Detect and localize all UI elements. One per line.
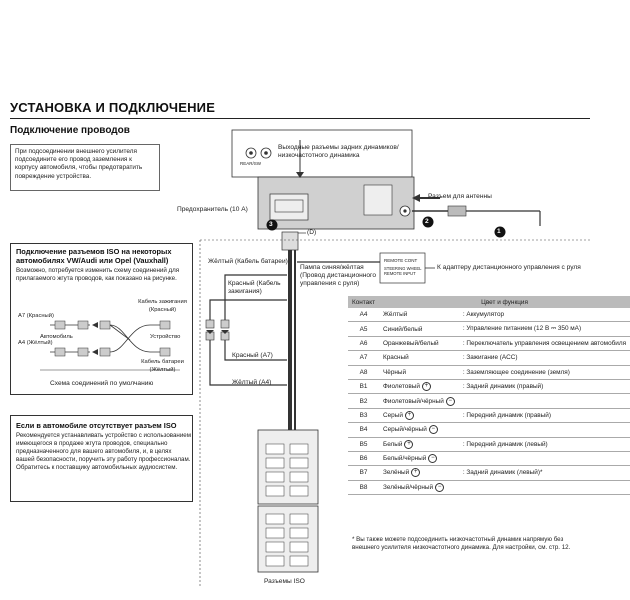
default-scheme-label: Схема соединений по умолчанию — [50, 380, 154, 387]
no-iso-section-title: Если в автомобиле отсутствует разъем ISO — [16, 421, 177, 430]
wire-color: Зелёный/чёрный — [383, 484, 434, 492]
color-cell — [379, 322, 459, 336]
function-cell: : Передний динамик (правый) — [459, 408, 630, 422]
pin-cell: B5 — [348, 437, 379, 451]
wire-color: Серый/чёрный — [383, 426, 427, 434]
page-title: УСТАНОВКА И ПОДКЛЮЧЕНИЕ — [10, 100, 216, 115]
remote-box-line-1: REMOTE CONT — [384, 258, 418, 263]
pin-cell: B3 — [348, 408, 379, 422]
function-cell — [459, 423, 630, 437]
wire-color: Синий/белый — [383, 325, 423, 333]
pin-cell: B6 — [348, 451, 379, 465]
unit-connector — [270, 194, 308, 220]
color-cell — [379, 379, 459, 393]
wire-color: Белый — [383, 440, 403, 448]
function-cell — [459, 480, 630, 494]
color-cell — [379, 451, 459, 465]
table-row — [348, 308, 630, 322]
amplifier-note: При подсоединении внешнего усилителя подсоедините его провод заземления к корпусу автомобиля, чтобы предотвратить повреждение устройства. — [10, 144, 160, 191]
iso-section-text: Возможно, потребуется изменить схему соединений для прилагаемого жгута проводов, как показано на рисунке. — [16, 267, 180, 282]
color-cell — [379, 437, 459, 451]
wire-color: Фиолетовый — [383, 383, 420, 391]
table-row — [348, 394, 630, 408]
color-cell — [379, 365, 459, 379]
color-cell — [379, 408, 459, 422]
table-row — [348, 437, 630, 451]
function-cell: : Заземляющее соединение (земля) — [459, 365, 630, 379]
ignition-cable-label: Кабель зажигания (Красный) — [138, 299, 187, 313]
function-cell — [459, 394, 630, 408]
table-row — [348, 480, 630, 494]
battery-cable-label: Кабель батареи (Жёлтый) — [141, 359, 184, 373]
antenna-plug — [448, 206, 466, 216]
table-row — [348, 336, 630, 350]
fuse-label: Предохранитель (10 A) — [177, 206, 248, 213]
polarity-icon: − — [429, 425, 438, 434]
red-ignition-label: Красный (Кабель зажигания) — [228, 280, 281, 295]
function-cell: : Передний динамик (левый) — [459, 437, 630, 451]
callout-2: 2 — [425, 218, 429, 225]
callout-3: 3 — [269, 221, 273, 228]
table-row — [348, 466, 630, 480]
pin-cell: B2 — [348, 394, 379, 408]
a4-label: A4 (Жёлтый) — [18, 340, 53, 346]
vehicle-label: Автомобиль — [40, 334, 73, 340]
callout-1: 1 — [497, 228, 501, 235]
yellow-a4-label: Жёлтый (A4) — [232, 379, 272, 386]
remote-box-line-2: STEERING WHEEL REMOTE INPUT — [384, 266, 422, 276]
function-cell: : Задний динамик (левый)* — [459, 466, 630, 480]
function-cell: : Задний динамик (правый) — [459, 379, 630, 393]
yellow-battery-label: Жёлтый (Кабель батареи) — [208, 258, 288, 265]
table-row — [348, 322, 630, 336]
pin-cell: B7 — [348, 466, 379, 480]
color-cell — [379, 308, 459, 322]
harness-plug — [282, 232, 298, 250]
wire-color: Красный — [383, 354, 409, 362]
a7-label: A7 (Красный) — [18, 313, 54, 319]
polarity-icon: + — [404, 440, 413, 449]
antenna-label: Разъем для антенны — [428, 193, 492, 200]
table-row — [348, 408, 630, 422]
table-row — [348, 379, 630, 393]
pin-cell: B1 — [348, 379, 379, 393]
color-cell — [379, 480, 459, 494]
wire-color: Белый/чёрный — [383, 455, 427, 463]
wire-color: Фиолетовый/чёрный — [383, 397, 444, 405]
color-cell — [379, 336, 459, 350]
remote-socket — [364, 185, 392, 215]
wire-color: Чёрный — [383, 368, 407, 376]
color-cell — [379, 423, 459, 437]
pin-cell: A4 — [348, 308, 379, 322]
table-footnote: * Вы также можете подсоединить низкочастотный динамик напрямую без внешнего усилителя низкочастотного динамика. Для настройки, см. стр. 12. — [352, 536, 571, 551]
function-cell: : Управление питанием (12 В ⎓ 350 мА) — [459, 322, 630, 336]
polarity-icon: − — [446, 397, 455, 406]
pin-cell: B4 — [348, 423, 379, 437]
remote-adapter-label: К адаптеру дистанционного управления с руля — [437, 264, 581, 271]
wire-color: Оранжевый/белый — [383, 339, 439, 347]
pin-cell: A8 — [348, 365, 379, 379]
table-header-function: Цвет и функция — [379, 296, 630, 308]
table-header-pin: Контакт — [348, 296, 379, 308]
function-cell — [459, 451, 630, 465]
wire-color: Зелёный — [383, 469, 410, 477]
remote-wire-label: Пампа синяя/жёлтая (Провод дистанционного управления с руля) — [300, 264, 376, 287]
device-label: Устройство — [150, 334, 181, 340]
polarity-icon: − — [435, 483, 444, 492]
color-cell — [379, 394, 459, 408]
red-a7-label: Красный (A7) — [232, 352, 273, 359]
wire-table — [348, 296, 630, 495]
section-subtitle: Подключение проводов — [10, 125, 130, 136]
color-cell — [379, 351, 459, 365]
wire-color: Жёлтый — [383, 311, 408, 319]
rear-sw-tag: REAR/SW — [240, 161, 262, 166]
pin-cell: A6 — [348, 336, 379, 350]
table-row — [348, 365, 630, 379]
iso-connectors-label: Разъемы ISO — [264, 578, 305, 585]
color-cell — [379, 466, 459, 480]
function-cell: : Переключатель управления освещением автомобиля — [459, 336, 630, 350]
function-cell: : Аккумулятор — [459, 308, 630, 322]
pin-cell: A7 — [348, 351, 379, 365]
polarity-icon: − — [428, 454, 437, 463]
table-row — [348, 351, 630, 365]
function-cell: : Зажигание (ACC) — [459, 351, 630, 365]
iso-section-title: Подключение разъемов ISO на некоторых автомобилях VW/Audi или Opel (Vauxhall) — [16, 247, 172, 265]
no-iso-section-text: Рекомендуется устанавливать устройство с использованием имеющегося в продаже жгута проводов, специально предназначенного для вашего автомобиля, и, в целях вашей безопасности, поручить эту работу профессионалам. Обратитесь к поставщику автомобильных аудиосистем. — [16, 432, 191, 471]
d-mark-label: (D) — [307, 229, 317, 236]
pin-cell: A5 — [348, 322, 379, 336]
table-row — [348, 423, 630, 437]
rear-output-label: Выходные разъемы задних динамиков/ низкочастотного динамика — [278, 144, 399, 159]
polarity-icon: + — [422, 382, 431, 391]
polarity-icon: + — [411, 468, 420, 477]
table-row — [348, 451, 630, 465]
pin-cell: B8 — [348, 480, 379, 494]
polarity-icon: + — [405, 411, 414, 420]
wire-color: Серый — [383, 412, 403, 420]
